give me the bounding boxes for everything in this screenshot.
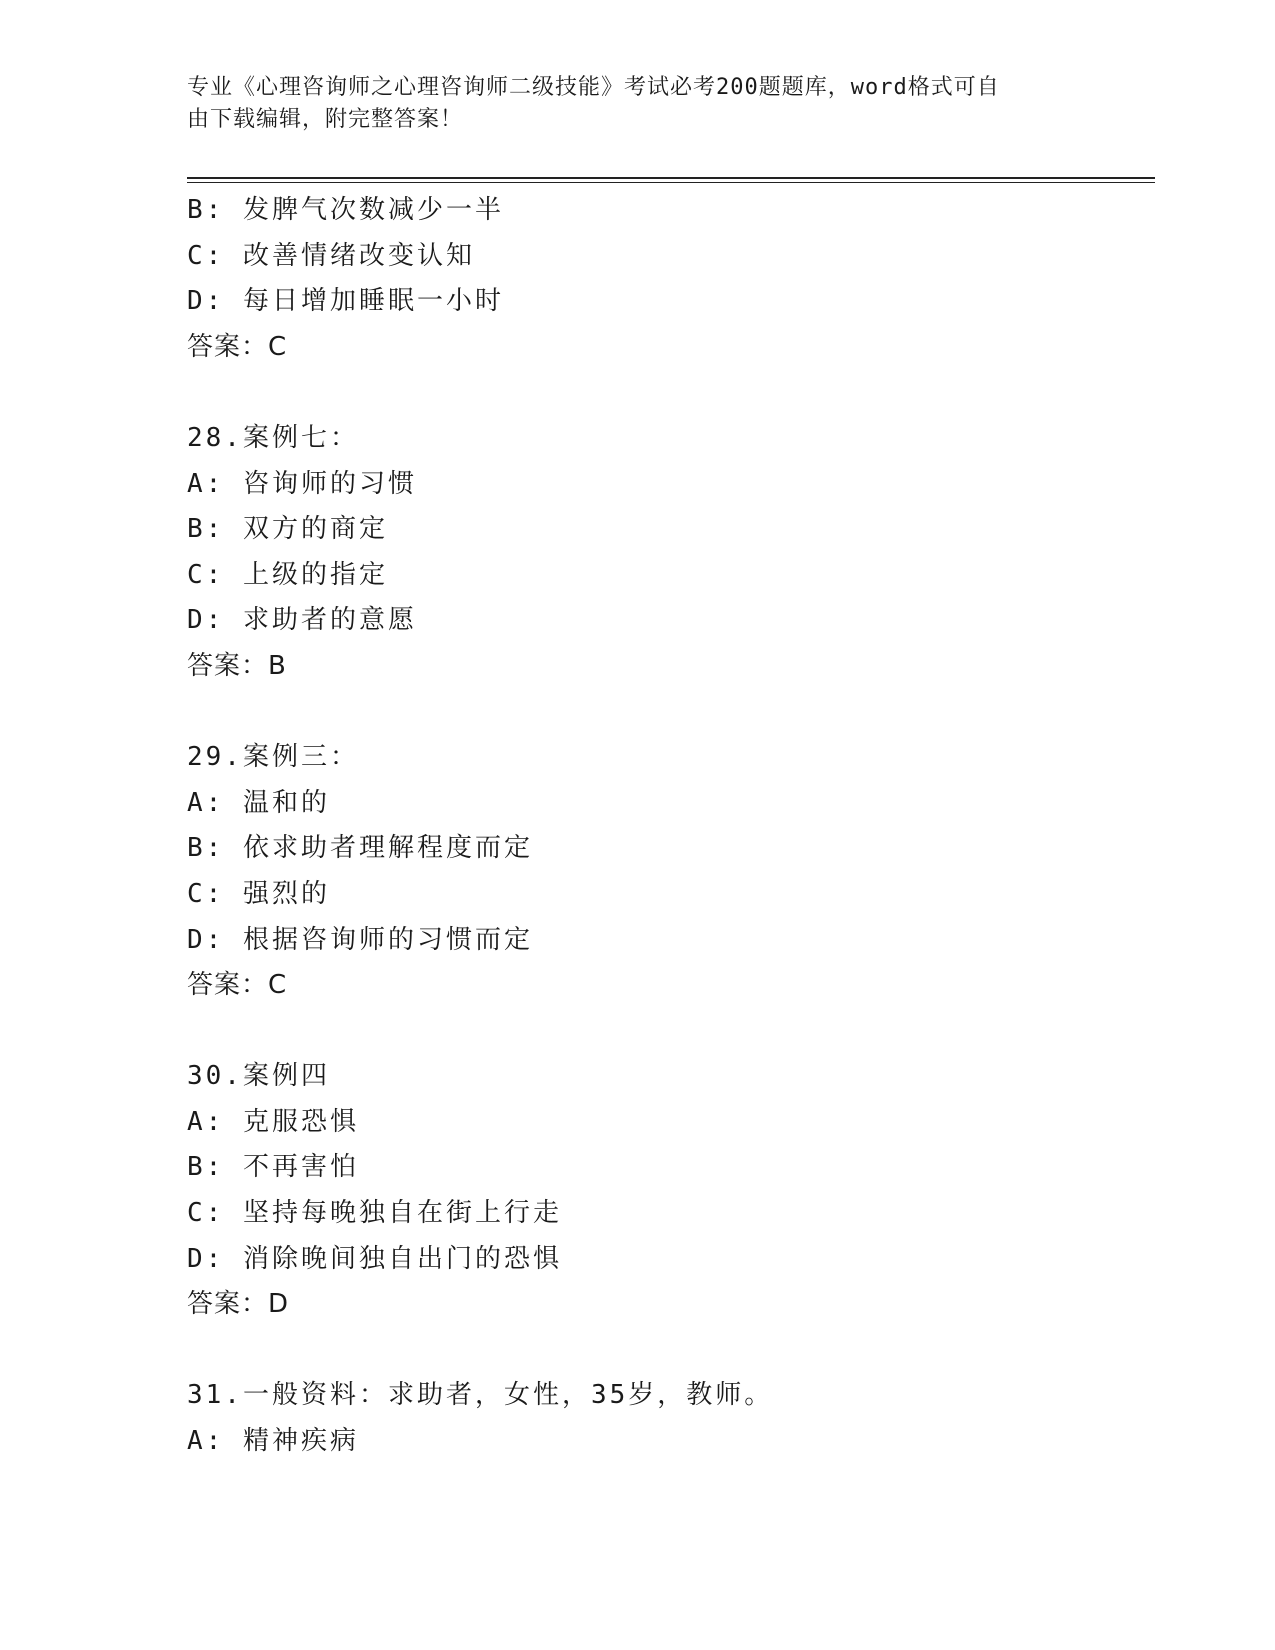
question-block-29: [187, 735, 1155, 1009]
document-header: [187, 72, 1067, 136]
question-list: [187, 188, 1155, 1465]
option-a: A: 咨询师的习惯: [187, 468, 417, 499]
question-block-30: [187, 1054, 1155, 1328]
question-title: 29.案例三：: [187, 742, 359, 773]
block-spacer: [187, 1009, 1155, 1055]
header-title-line-1: 专业《心理咨询师之心理咨询师二级技能》考试必考200题题库，word格式可自: [187, 75, 1000, 100]
header-divider-thin: [187, 182, 1155, 183]
option-a: A: 精神疾病: [187, 1426, 359, 1457]
answer-line: 答案：C: [187, 331, 288, 362]
header-title-line-2: 由下载编辑，附完整答案！: [187, 107, 464, 132]
block-spacer: [187, 690, 1155, 736]
question-block-31: [187, 1373, 1155, 1464]
question-block-28: [187, 416, 1155, 690]
option-c: C: 上级的指定: [187, 559, 388, 590]
answer-line: 答案：B: [187, 650, 287, 681]
block-spacer: [187, 1328, 1155, 1374]
option-d: D: 消除晚间独自出门的恐惧: [187, 1243, 562, 1274]
block-spacer: [187, 370, 1155, 416]
question-block-27: [187, 188, 1155, 370]
option-a: A: 克服恐惧: [187, 1106, 359, 1137]
option-d: D: 每日增加睡眠一小时: [187, 286, 504, 317]
answer-line: 答案：C: [187, 970, 288, 1001]
answer-line: 答案：D: [187, 1289, 290, 1320]
question-title: 28.案例七：: [187, 422, 359, 453]
question-title: 31.一般资料：求助者，女性，35岁，教师。: [187, 1380, 774, 1411]
option-c: C: 坚持每晚独自在街上行走: [187, 1198, 562, 1229]
option-a: A: 温和的: [187, 787, 330, 818]
question-title: 30.案例四: [187, 1061, 330, 1092]
option-d: D: 根据咨询师的习惯而定: [187, 924, 533, 955]
option-c: C: 改善情绪改变认知: [187, 240, 475, 271]
option-b: B: 不再害怕: [187, 1152, 359, 1183]
option-b: B: 发脾气次数减少一半: [187, 195, 504, 225]
option-b: B: 依求助者理解程度而定: [187, 833, 533, 864]
option-c: C: 强烈的: [187, 878, 330, 909]
option-b: B: 双方的商定: [187, 514, 388, 545]
option-d: D: 求助者的意愿: [187, 605, 417, 636]
header-divider-thick: [187, 177, 1155, 179]
